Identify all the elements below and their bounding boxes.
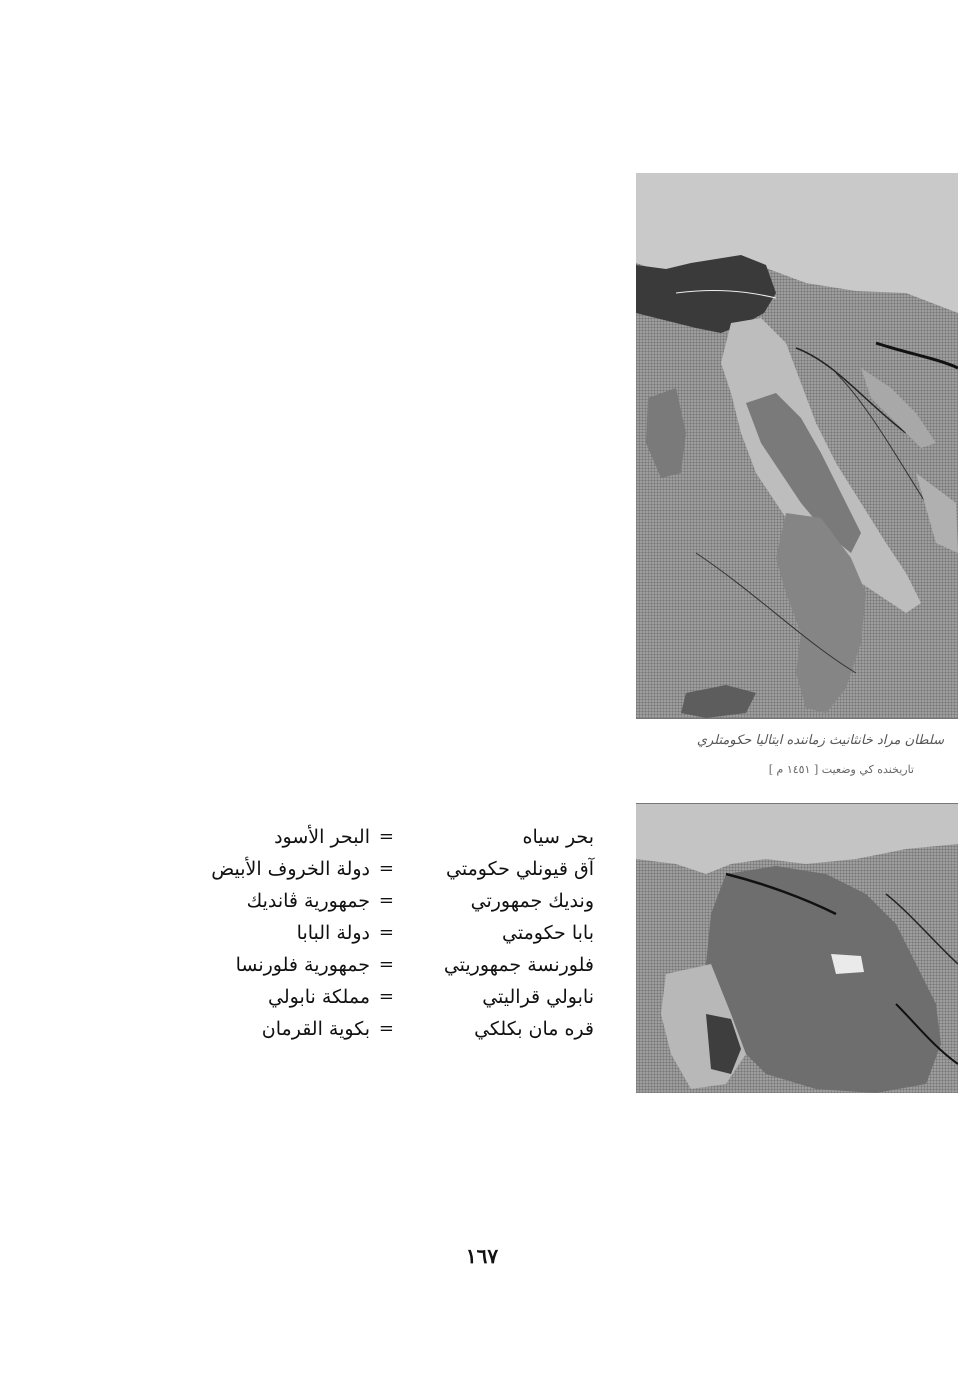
glossary-row bbox=[174, 1018, 594, 1050]
glossary-meaning: البحر الأسود bbox=[274, 826, 370, 848]
glossary-term: فلورنسة جمهوريتي bbox=[443, 954, 594, 976]
glossary-term: بحر سياه bbox=[522, 826, 594, 848]
glossary-term: ونديك جمهورتي bbox=[470, 890, 594, 912]
glossary-meaning: جمهورية ڤانديك bbox=[246, 890, 370, 912]
glossary-row bbox=[174, 890, 594, 922]
equals-sign: = bbox=[378, 1018, 394, 1039]
page-number: ١٦٧ bbox=[465, 1244, 499, 1268]
glossary-meaning: دولة البابا bbox=[296, 922, 370, 944]
equals-sign: = bbox=[378, 922, 394, 943]
map-anatolia-panel bbox=[636, 804, 958, 1093]
map-anatolia-drawing bbox=[636, 804, 958, 1093]
glossary-row bbox=[174, 922, 594, 954]
equals-sign: = bbox=[378, 858, 394, 879]
glossary-row bbox=[174, 826, 594, 858]
map-caption-title: سلطان مراد خانثانيث زماننده ايتاليا حكومتلري bbox=[696, 733, 944, 748]
glossary-row bbox=[174, 986, 594, 1018]
glossary-meaning: مملكة نابولي bbox=[268, 986, 370, 1008]
glossary-row bbox=[174, 954, 594, 986]
glossary-meaning: جمهورية فلورنسا bbox=[235, 954, 370, 976]
map-italy-drawing bbox=[636, 173, 958, 718]
glossary-meaning: بكوية القرمان bbox=[261, 1018, 370, 1040]
glossary-term: آق قيونلي حكومتي bbox=[446, 858, 594, 880]
glossary-term: قره مان بكلكي bbox=[474, 1018, 594, 1040]
map-italy-panel bbox=[636, 173, 958, 718]
glossary-term: بابا حكومتي bbox=[502, 922, 594, 944]
glossary-term: نابولي قراليتي bbox=[482, 986, 594, 1008]
equals-sign: = bbox=[378, 986, 394, 1007]
map-caption-date: [ ١٤٥١ م ] تاريخنده كي وضعيت bbox=[768, 763, 914, 776]
historical-map-figure bbox=[636, 173, 958, 1093]
map-caption bbox=[636, 718, 958, 804]
equals-sign: = bbox=[378, 954, 394, 975]
equals-sign: = bbox=[378, 826, 394, 847]
glossary-list bbox=[174, 826, 594, 1050]
equals-sign: = bbox=[378, 890, 394, 911]
glossary-meaning: دولة الخروف الأبيض bbox=[211, 858, 370, 880]
glossary-row bbox=[174, 858, 594, 890]
